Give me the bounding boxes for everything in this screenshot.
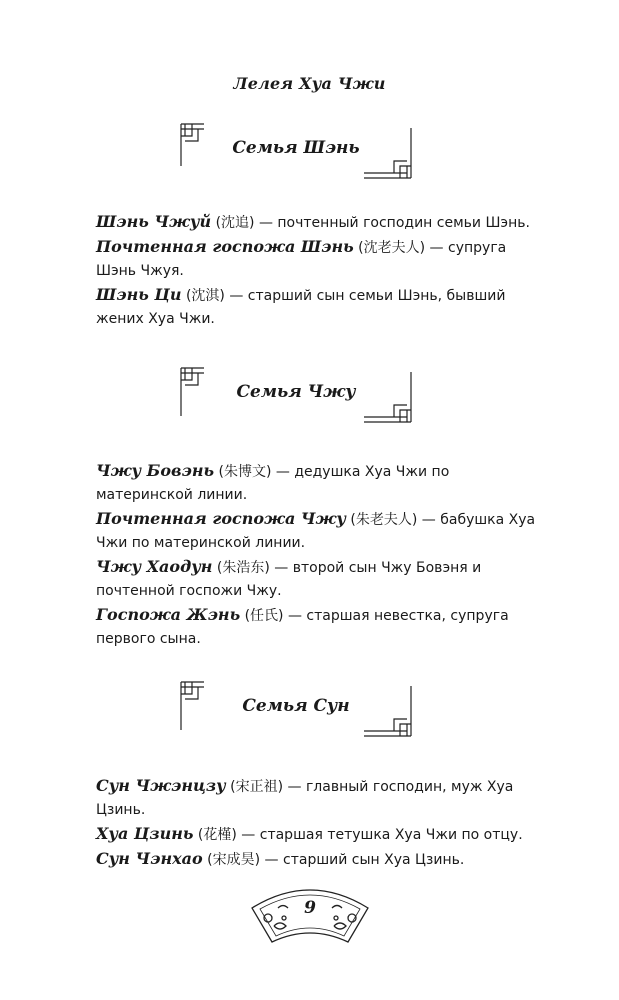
character-hanzi: (沈老夫人) (358, 240, 426, 256)
character-description: — старшая невестка, супруга первого сына. (96, 608, 509, 647)
entry-list-sun (96, 774, 538, 872)
section-heading-zhu (178, 366, 414, 424)
character-hanzi: (宋成昊) (207, 852, 261, 868)
page-number-ornament (248, 878, 372, 948)
character-description: — почтенный господин семьи Шэнь. (254, 215, 530, 231)
list-item (96, 603, 538, 651)
character-description: — старшая тетушка Хуа Чжи по отцу. (236, 827, 523, 843)
entry-list-shen (96, 210, 538, 331)
character-hanzi: (沈追) (215, 215, 255, 231)
character-description: — старший сын Хуа Цзинь. (260, 852, 465, 868)
character-description: — супруга Шэнь Чжуя. (96, 240, 507, 279)
character-description: — старший сын семьи Шэнь, бывший жених Хуа Чжи. (96, 288, 506, 327)
character-hanzi: (任氏) (244, 608, 284, 624)
character-description: — второй сын Чжу Бовэня и почтенной госпожи Чжу. (96, 560, 482, 599)
character-hanzi: (花槿) (197, 827, 237, 843)
list-item (96, 235, 538, 283)
character-name: Госпожа Жэнь (96, 605, 241, 624)
list-item (96, 210, 538, 235)
character-name: Хуа Цзинь (96, 824, 194, 843)
character-description: — дедушка Хуа Чжи по материнской линии. (96, 464, 450, 503)
character-hanzi: (沈淇) (185, 288, 225, 304)
running-head: Лелея Хуа Чжи (233, 74, 386, 93)
entry-list-zhu (96, 459, 538, 651)
section-title: Семья Сун (242, 696, 350, 716)
character-name: Шэнь Ци (96, 285, 182, 304)
character-hanzi: (朱老夫人) (350, 512, 418, 528)
list-item (96, 459, 538, 507)
character-name: Шэнь Чжуй (96, 212, 212, 231)
list-item (96, 774, 538, 822)
page-number: 9 (304, 898, 316, 918)
list-item (96, 555, 538, 603)
list-item (96, 507, 538, 555)
section-heading-sun (178, 680, 414, 738)
character-hanzi: (朱浩东) (216, 560, 270, 576)
section-title: Семья Чжу (236, 382, 356, 402)
character-name: Почтенная госпожа Шэнь (96, 237, 354, 256)
character-name: Чжу Бовэнь (96, 461, 215, 480)
section-heading-shen (178, 122, 414, 180)
character-name: Сун Чжэнцзу (96, 776, 226, 795)
character-description: — бабушка Хуа Чжи по материнской линии. (96, 512, 536, 551)
character-hanzi: (宋正祖) (230, 779, 284, 795)
list-item (96, 822, 538, 847)
character-name: Почтенная госпожа Чжу (96, 509, 346, 528)
list-item (96, 847, 538, 872)
section-title: Семья Шэнь (232, 138, 360, 158)
list-item (96, 283, 538, 331)
character-description: — главный господин, муж Хуа Цзинь. (96, 779, 514, 818)
character-name: Чжу Хаодун (96, 557, 213, 576)
character-name: Сун Чэнхао (96, 849, 203, 868)
character-hanzi: (朱博文) (218, 464, 272, 480)
